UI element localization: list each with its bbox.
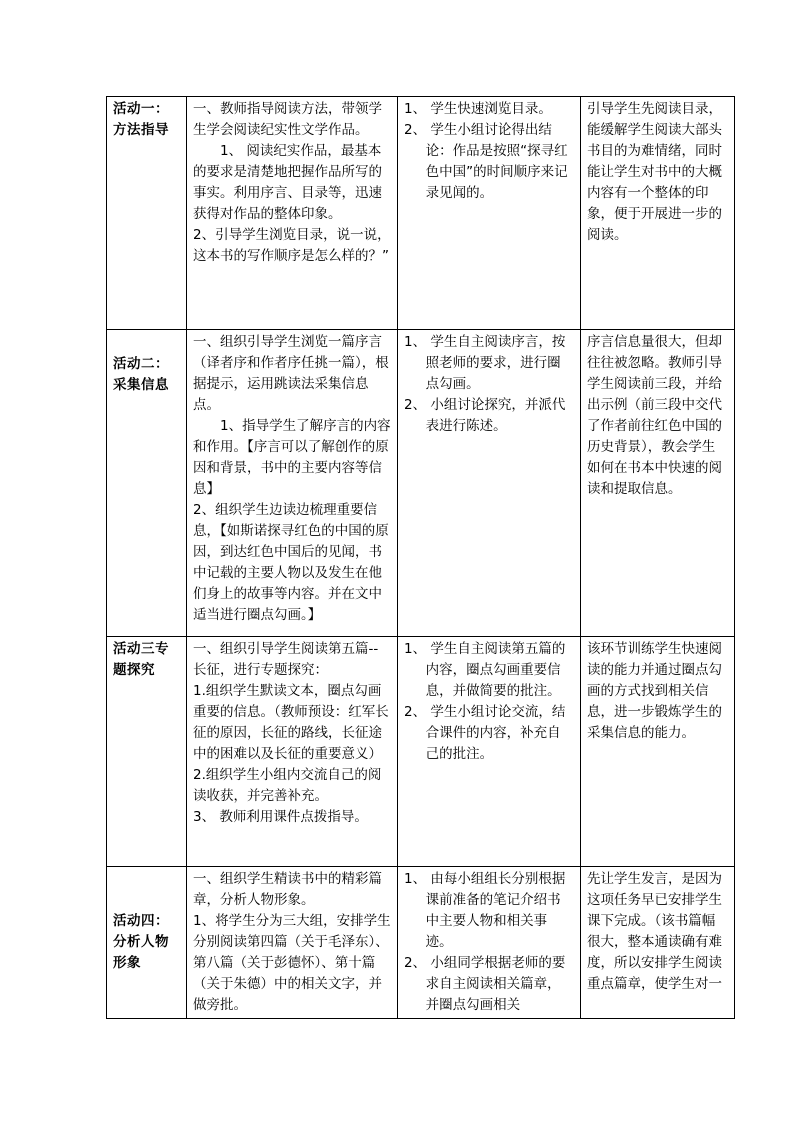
list-item: 1、 学生快速浏览目录。 [404, 101, 552, 117]
list-item: 1、 学生自主阅读序言，按照老师的要求，进行圈点勾画。 [404, 334, 566, 392]
list-item: 2、 小组同学根据老师的要求自主阅读相关篇章，并圈点勾画相关 [404, 955, 566, 1013]
student-activity-cell [398, 637, 581, 867]
list-item: 1、 学生自主阅读第五篇的内容，圈点勾画重要信息，并做简要的批注。 [404, 641, 566, 699]
student-activity-cell [398, 97, 581, 330]
design-purpose-cell: 先让学生发言，是因为这项任务早已安排学生课下完成。（该书篇幅很大，整本通读确有难度，所以安排学生阅读重点篇章，使学生对一 [581, 867, 735, 1019]
list-item: 2、 学生小组讨论得出结论：作品是按照“探寻红色中国”的时间顺序来记录见闻的。 [404, 122, 568, 201]
activity-cell: 活动二：采集信息 [107, 330, 187, 637]
design-purpose-cell: 引导学生先阅读目录，能缓解学生阅读大部头书目的为难情绪，同时能让学生对书中的大概内容有一个整体的印象，便于开展进一步的阅读。 [581, 97, 735, 330]
teacher-activity-cell: 一、组织学生精读书中的精彩篇章，分析人物形象。 1、将学生分为三大组，安排学生分别阅读第四篇（关于毛泽东）、第八篇（关于彭德怀）、第十篇（关于朱德）中的相关文字，并做旁批。 [187, 867, 398, 1019]
list-item: 2、 学生小组讨论交流，结合课件的内容，补充自己的批注。 [404, 704, 566, 762]
table-row [107, 637, 735, 867]
activity-cell: 活动一：方法指导 [107, 97, 187, 330]
design-purpose-cell: 该环节训练学生快速阅读的能力并通过圈点勾画的方式找到相关信息，进一步锻炼学生的采集信息的能力。 [581, 637, 735, 867]
table-row [107, 867, 735, 1019]
list-item: 2、 小组讨论探究，并派代表进行陈述。 [404, 397, 566, 434]
activity-cell: 活动三专题探究 [107, 637, 187, 867]
teacher-activity-cell: 一、组织引导学生浏览一篇序言（译者序和作者序任挑一篇），根据提示，运用跳读法采集信息点。 1、指导学生了解序言的内容和作用。【序言可以了解创作的原因和背景，书中的主要内容等信息】 2、组织学生边读边梳理重要信息，【如斯诺探寻红色的中国的原因，到达红色中国后的见闻，书中记载的主要人物以及发生在他们身上的故事等内容。并在文中适当进行圈点勾画。】 [187, 330, 398, 637]
table-row [107, 97, 735, 330]
lesson-plan-table [106, 96, 735, 1019]
table-row [107, 330, 735, 637]
teacher-activity-cell: 一、教师指导阅读方法，带领学生学会阅读纪实性文学作品。 1、 阅读纪实作品，最基本的要求是清楚地把握作品所写的事实。利用序言、目录等，迅速获得对作品的整体印象。 2、引导学生浏览目录，说一说，这本书的写作顺序是怎么样的？” [187, 97, 398, 330]
activity-cell: 活动四：分析人物形象 [107, 867, 187, 1019]
list-item: 1、 由每小组组长分别根据课前准备的笔记介绍书中主要人物和相关事迹。 [404, 871, 566, 950]
student-activity-cell [398, 330, 581, 637]
student-activity-cell [398, 867, 581, 1019]
design-purpose-cell: 序言信息量很大，但却往往被忽略。教师引导学生阅读前三段，并给出示例（前三段中交代了作者前往红色中国的历史背景），教会学生如何在书本中快速的阅读和提取信息。 [581, 330, 735, 637]
teacher-activity-cell: 一、组织引导学生阅读第五篇--长征，进行专题探究： 1.组织学生默读文本，圈点勾画重要的信息。（教师预设：红军长征的原因，长征的路线，长征途中的困难以及长征的重要意义） 2.组织学生小组内交流自己的阅读收获，并完善补充。 3、 教师利用课件点拨指导。 [187, 637, 398, 867]
